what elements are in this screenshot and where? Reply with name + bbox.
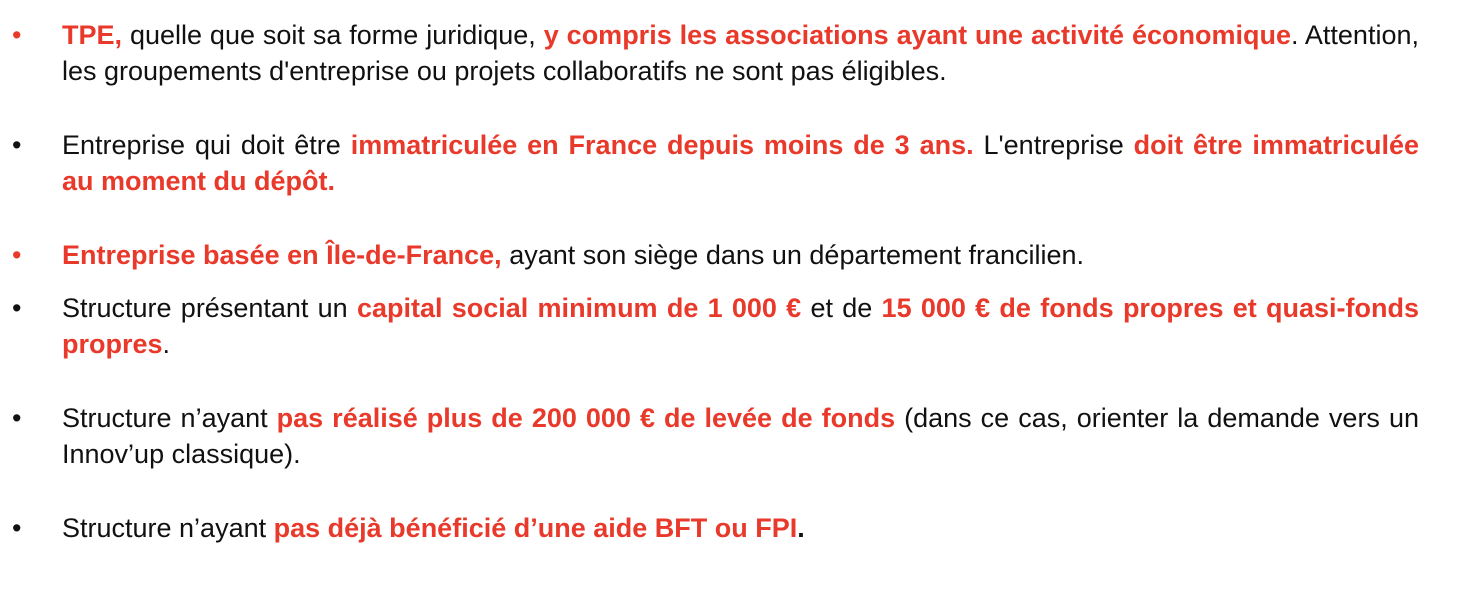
bullet-marker: •	[12, 403, 22, 433]
plain-text: et de	[801, 293, 882, 323]
plain-text: (dans ce cas, orienter la demande vers un Innov’up classique).	[62, 403, 1419, 469]
highlighted-text: pas réalisé plus de 200 000 € de levée de fonds	[276, 403, 896, 433]
criterion-text	[62, 400, 1419, 472]
plain-text: Structure n’ayant	[62, 403, 277, 433]
bullet-marker: •	[12, 293, 22, 323]
plain-text: .	[797, 513, 805, 543]
highlighted-text: y compris les associations ayant une activité économique	[543, 20, 1291, 50]
bullet-marker: •	[12, 130, 22, 160]
bullet-marker: •	[12, 513, 22, 543]
bullet-marker: •	[12, 20, 22, 50]
criterion-text	[62, 510, 1419, 546]
criterion-text	[62, 17, 1419, 89]
highlighted-text: doit être immatriculée au moment du dépôt.	[62, 130, 1419, 196]
plain-text: Structure n’ayant	[62, 513, 274, 543]
plain-text: L'entreprise	[973, 130, 1134, 160]
highlighted-text: Entreprise basée en Île-de-France,	[62, 240, 502, 270]
highlighted-text: pas déjà bénéficié d’une aide BFT ou FPI	[273, 513, 798, 543]
criterion-text	[62, 127, 1419, 199]
highlighted-text: 15 000 € de fonds propres et quasi-fonds propres	[62, 293, 1419, 359]
plain-text: Entreprise qui doit être	[62, 130, 351, 160]
bullet-marker: •	[12, 240, 22, 270]
criterion-text	[62, 290, 1419, 362]
highlighted-text: immatriculée en France depuis moins de 3 ans.	[350, 130, 974, 160]
plain-text: . Attention, les groupements d'entreprise ou projets collaboratifs ne sont pas éligibles.	[62, 20, 1419, 86]
plain-text: Structure présentant un	[62, 293, 357, 323]
criterion-text	[62, 237, 1419, 273]
highlighted-text: capital social minimum de 1 000 €	[356, 293, 802, 323]
plain-text: ayant son siège dans un département francilien.	[501, 240, 1085, 270]
plain-text: quelle que soit sa forme juridique,	[122, 20, 544, 50]
highlighted-text: TPE,	[62, 20, 123, 50]
plain-text: .	[162, 329, 171, 359]
